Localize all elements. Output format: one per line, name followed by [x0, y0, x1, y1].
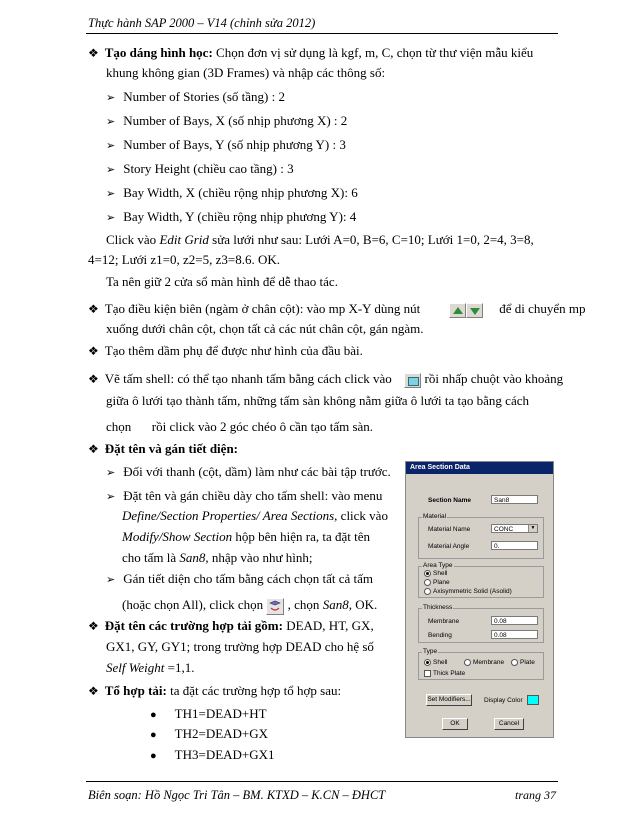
- material-name-select[interactable]: [491, 524, 538, 533]
- combo-item-1: [150, 726, 268, 743]
- section3-line2: GX1, GY, GY1; trong trường hợp DEAD cho hệ số: [106, 639, 374, 654]
- radio-selected-icon: [424, 570, 431, 577]
- param-item-0: [106, 89, 285, 106]
- param-item-4: [106, 185, 358, 202]
- area-type-plane-label: Plane: [433, 579, 450, 587]
- tip-text: Ta nên giữ 2 cửa sổ màn hình để dễ thao tác.: [106, 274, 338, 289]
- page-header: Thực hành SAP 2000 – V14 (chỉnh sửa 2012): [88, 16, 316, 30]
- param-item-3: [106, 161, 294, 178]
- move-up-icon: [449, 303, 466, 318]
- section3-line3: [106, 660, 194, 676]
- section4-line: [88, 683, 341, 699]
- param-item-2: [106, 137, 346, 154]
- bullet-beam: [88, 343, 363, 359]
- combo-text: TH1=DEAD+HT: [174, 706, 267, 721]
- type-shell-label: Shell: [433, 659, 448, 667]
- san8-choice: San8: [322, 597, 349, 612]
- page-number: trang 37: [514, 788, 556, 802]
- section2-item2-c: [122, 529, 370, 545]
- section-name-label: Section Name: [428, 497, 471, 504]
- material-angle-label: Material Angle: [428, 543, 470, 550]
- section3-text-a: DEAD, HT, GX,: [282, 618, 374, 633]
- section4-text: ta đặt các trường hợp tổ hợp sau:: [166, 683, 342, 698]
- diamond-bullet-icon: ❖: [88, 442, 99, 456]
- type-group-title: Type: [423, 648, 438, 655]
- item1-text: Đối với thanh (cột, dầm) làm như các bài tập trước.: [123, 464, 391, 479]
- beam-text: Tạo thêm dầm phụ để được như hình của đầu bài.: [104, 343, 363, 358]
- area-type-shell-radio[interactable]: [424, 570, 447, 577]
- arrow-bullet-icon: ➢: [106, 491, 116, 503]
- section3-line1: [88, 618, 374, 634]
- bullet-shell-line3: [106, 419, 373, 436]
- diamond-bullet-icon: ❖: [88, 619, 99, 633]
- radio-icon: [464, 659, 471, 666]
- item3-text-a: Gán tiết diện cho tấm bằng cách chọn tất cả tấm: [123, 571, 374, 586]
- section3-title: Đặt tên các trường hợp tải gồm:: [104, 618, 283, 633]
- param-item-5: [106, 209, 356, 226]
- param-item-1: [106, 113, 347, 130]
- shell-text-a1: Vẽ tấm shell: có thể tạo nhanh tấm bằng cách click vào: [104, 371, 392, 386]
- membrane-field[interactable]: 0.08: [491, 616, 538, 625]
- material-name-value: CONC: [494, 526, 514, 533]
- shell-text-c2: rồi click vào 2 góc chéo ô cần tạo tấm sàn.: [151, 419, 374, 434]
- bullet-bc-line1: [88, 301, 585, 318]
- thickness-group-title: Thickness: [423, 604, 453, 611]
- item2-text-d3: , nhập vào như hình;: [205, 550, 313, 565]
- display-color-swatch[interactable]: [527, 695, 539, 705]
- section2-item2: [106, 488, 382, 505]
- grid-line-a: [106, 232, 534, 248]
- section1-intro-b: khung không gian (3D Frames) và nhập các thông số:: [106, 65, 386, 80]
- display-color-label: Display Color: [484, 697, 523, 704]
- grid-text-a1: Click vào: [106, 232, 160, 247]
- param-text: Number of Bays, Y (số nhịp phương Y) : 3: [123, 137, 346, 152]
- arrow-bullet-icon: ➢: [106, 116, 116, 128]
- radio-icon: [424, 579, 431, 586]
- checkbox-icon: [424, 670, 431, 677]
- radio-icon: [511, 659, 518, 666]
- self-weight-label: Self Weight: [106, 660, 165, 675]
- material-name-label: Material Name: [428, 526, 471, 533]
- type-membrane-label: Membrane: [473, 659, 505, 667]
- section2-item2-b: [122, 508, 388, 524]
- area-sections-menu-path: Define/Section Properties/ Area Sections,: [122, 508, 338, 523]
- move-down-icon: [466, 303, 483, 318]
- type-membrane-radio[interactable]: [464, 659, 504, 666]
- modify-show-section-label: Modify/Show Section: [122, 529, 233, 544]
- area-type-asolid-label: Axisymmetric Solid (Asolid): [433, 588, 512, 596]
- arrow-bullet-icon: ➢: [106, 140, 116, 152]
- section1-intro-a: Chọn đơn vị sử dụng là kgf, m, C, chọn từ thư viện mẫu kiểu: [216, 45, 534, 60]
- section2-item3: [106, 571, 373, 588]
- item2-text-a: Đặt tên và gán chiều dày cho tấm shell: vào menu: [123, 488, 383, 503]
- param-text: Story Height (chiều cao tầng) : 3: [123, 161, 294, 176]
- param-text: Number of Bays, X (số nhịp phương X) : 2: [123, 113, 348, 128]
- section-name-field[interactable]: San8: [491, 495, 538, 504]
- type-plate-radio[interactable]: [511, 659, 535, 666]
- combo-item-2: [150, 747, 275, 764]
- footer-rule: [86, 781, 558, 782]
- area-type-plane-radio[interactable]: [424, 579, 450, 586]
- shell-text-a2: rồi nhấp chuột vào khoảng: [424, 371, 564, 386]
- ok-button[interactable]: OK: [442, 718, 468, 730]
- arrow-bullet-icon: ➢: [106, 467, 116, 479]
- assign-area-section-icon: [266, 598, 284, 615]
- shell-text-c1: chọn: [106, 419, 132, 434]
- bending-field[interactable]: 0.08: [491, 630, 538, 639]
- edit-grid-label: Edit Grid: [159, 232, 209, 247]
- arrow-bullet-icon: ➢: [106, 92, 116, 104]
- section1-title: Tạo dáng hình học:: [104, 45, 213, 60]
- dot-bullet-icon: ●: [150, 750, 157, 762]
- bullet-shell-line1: [88, 371, 563, 388]
- bullet-shell-line2: giữa ô lưới tạo thành tấm, những tấm sàn không nằm giữa ô lưới ta tạo bằng cách: [106, 393, 529, 408]
- set-modifiers-button[interactable]: Set Modifiers...: [426, 694, 472, 706]
- dialog-title: Area Section Data: [406, 462, 553, 474]
- material-group-title: Material: [423, 513, 447, 520]
- san8-name: San8: [179, 550, 206, 565]
- arrow-bullet-icon: ➢: [106, 188, 116, 200]
- grid-text-a3: sửa lưới như sau: Lưới A=0, B=6, C=10; Lưới 1=0, 2=4, 3=8,: [208, 232, 534, 247]
- item3-text-b2: , chọn: [287, 597, 323, 612]
- draw-shell-icon: [135, 421, 149, 436]
- diamond-bullet-icon: ❖: [88, 46, 99, 60]
- combo-text: TH2=DEAD+GX: [174, 726, 269, 741]
- param-text: Number of Stories (số tầng) : 2: [123, 89, 285, 104]
- diamond-bullet-icon: ❖: [88, 344, 99, 358]
- section1-line1: [88, 45, 556, 61]
- combo-text: TH3=DEAD+GX1: [174, 747, 275, 762]
- area-type-shell-label: Shell: [433, 570, 448, 578]
- item3-text-b1: (hoặc chọn All), click chọn: [122, 597, 264, 612]
- material-angle-field[interactable]: 0.: [491, 541, 538, 550]
- cancel-button[interactable]: Cancel: [494, 718, 524, 730]
- section4-title: Tổ hợp tải:: [104, 683, 167, 698]
- area-type-group-title: Area Type: [423, 562, 453, 569]
- thick-plate-checkbox[interactable]: [424, 670, 465, 677]
- diamond-bullet-icon: ❖: [88, 302, 99, 316]
- diamond-bullet-icon: ❖: [88, 372, 99, 386]
- radio-selected-icon: [424, 659, 431, 666]
- item2-text-b2: click vào: [337, 508, 388, 523]
- param-text: Bay Width, X (chiều rộng nhịp phương X): 6: [123, 185, 358, 200]
- section3-text-c2: =1,1.: [164, 660, 195, 675]
- header-rule: [86, 33, 558, 34]
- diamond-bullet-icon: ❖: [88, 684, 99, 698]
- item3-text-b4: , OK.: [348, 597, 378, 612]
- bending-label: Bending: [428, 632, 452, 639]
- section2-item2-d: [122, 550, 312, 566]
- type-plate-label: Plate: [520, 659, 535, 667]
- bullet-bc-line2: xuống dưới chân cột, chọn tất cả các nút chân cột, gán ngàm.: [106, 321, 424, 336]
- draw-quick-shell-icon: [404, 373, 421, 388]
- radio-icon: [424, 588, 431, 595]
- chevron-down-icon: ▼: [528, 525, 537, 532]
- section2-title-line: [88, 441, 238, 457]
- item2-text-c2: hộp bên hiện ra, ta đặt tên: [232, 529, 371, 544]
- dot-bullet-icon: ●: [150, 729, 157, 741]
- param-text: Bay Width, Y (chiều rộng nhịp phương Y): 4: [123, 209, 357, 224]
- section2-item1: [106, 464, 391, 481]
- arrow-bullet-icon: ➢: [106, 574, 116, 586]
- type-shell-radio[interactable]: [424, 659, 447, 666]
- combo-item-0: [150, 706, 267, 723]
- arrow-bullet-icon: ➢: [106, 212, 116, 224]
- arrow-bullet-icon: ➢: [106, 164, 116, 176]
- page-footer: Biên soạn: Hồ Ngọc Tri Tân – BM. KTXD – K.CN – ĐHCT: [88, 788, 386, 802]
- grid-line-b: 4=12; Lưới z1=0, z2=5, z3=8.6. OK.: [88, 252, 280, 267]
- thick-plate-label: Thick Plate: [433, 670, 466, 678]
- bc-text-a2: để di chuyển mp: [499, 301, 586, 316]
- section2-item3-b: [122, 597, 377, 615]
- dot-bullet-icon: ●: [150, 709, 157, 721]
- membrane-label: Membrane: [428, 618, 460, 625]
- bc-text-a1: Tạo điều kiện biên (ngàm ở chân cột): vào mp X-Y dùng nút: [104, 301, 421, 316]
- area-section-data-dialog: [405, 461, 554, 738]
- item2-text-d1: cho tấm là: [122, 550, 180, 565]
- section2-title: Đặt tên và gán tiết diện:: [104, 441, 239, 456]
- area-type-asolid-radio[interactable]: [424, 588, 512, 595]
